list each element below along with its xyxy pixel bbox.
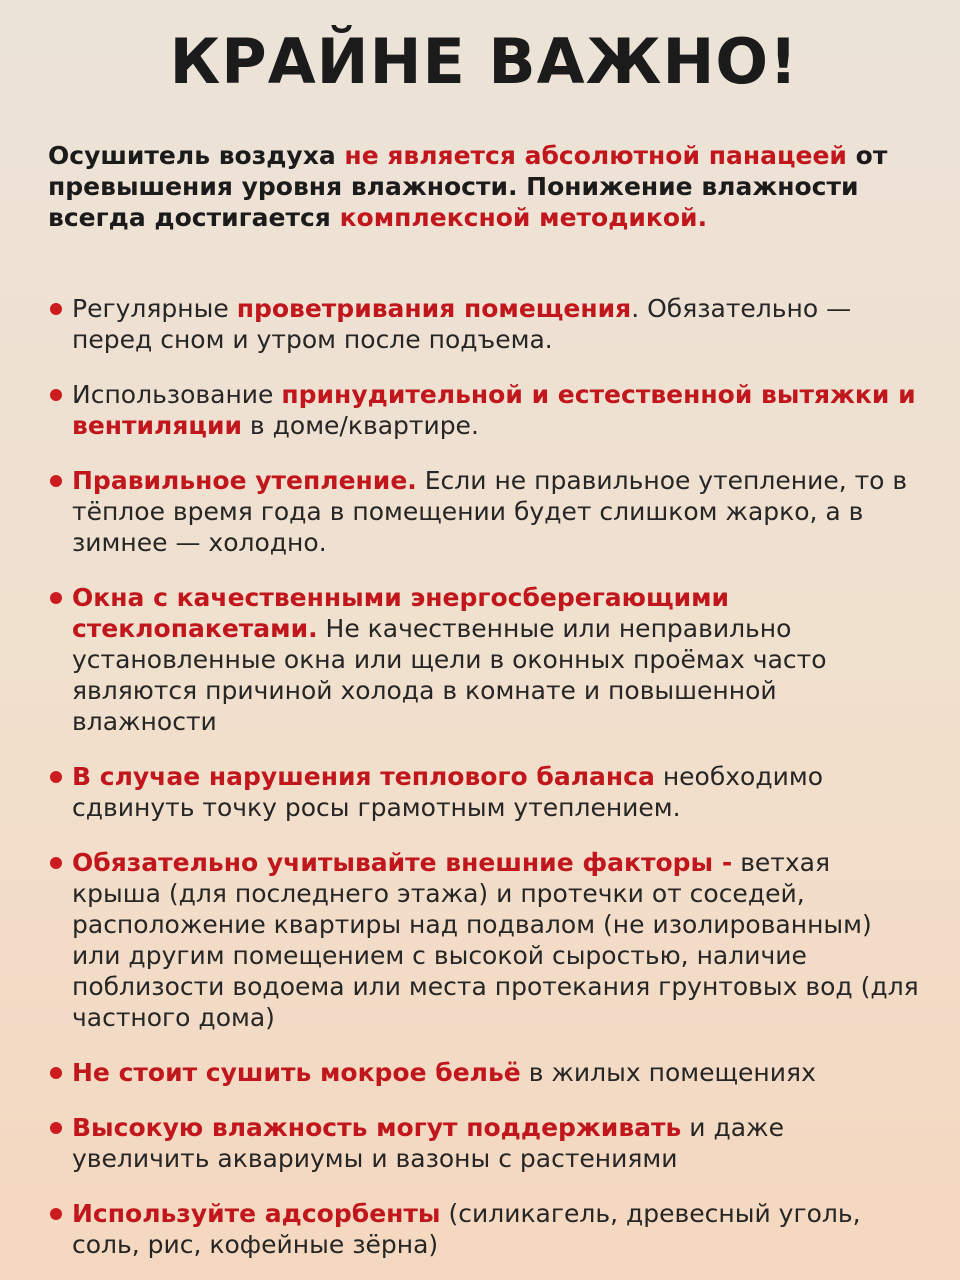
item-text: ветхая крыша (для последнего этажа) и протечки от соседей, расположение квартиры над подвалом (не изолированным) или другим помещением с высокой сыростью, наличие поблизости водоема или места протекания грунтовых вод (для частного дома)	[72, 848, 919, 1032]
bullet-dot-icon	[50, 771, 62, 783]
bullet-dot-icon	[50, 303, 62, 315]
intro-highlight: комплексной методикой.	[339, 203, 708, 232]
item-text: . Обязательно — перед сном и утром после подъема.	[72, 294, 852, 354]
item-text: Не качественные или неправильно установленные окна или щели в оконных проёмах часто являются причиной холода в комнате и повышенной влажности	[72, 614, 827, 736]
list-item	[48, 1198, 920, 1260]
bullet-dot-icon	[50, 1122, 62, 1134]
bullet-dot-icon	[50, 1208, 62, 1220]
item-highlight: Не стоит сушить мокрое бельё	[72, 1058, 521, 1087]
item-text: и даже увеличить аквариумы и вазоны с растениями	[72, 1113, 784, 1173]
bullet-dot-icon	[50, 857, 62, 869]
intro-text: Осушитель воздуха	[48, 141, 345, 170]
item-highlight: Используйте адсорбенты	[72, 1199, 441, 1228]
bullet-dot-icon	[50, 389, 62, 401]
item-text: в жилых помещениях	[520, 1058, 816, 1087]
list-item	[48, 293, 920, 355]
item-highlight: Правильное утепление.	[72, 466, 417, 495]
list-item	[48, 465, 920, 558]
bullet-dot-icon	[50, 475, 62, 487]
page-title: КРАЙНЕ ВАЖНО!	[169, 25, 799, 98]
item-text: Если не правильное утепление, то в тёплое время года в помещении будет слишком жарко, а в зимнее — холодно.	[72, 466, 908, 557]
bullet-dot-icon	[50, 1067, 62, 1079]
item-text: Регулярные	[72, 294, 237, 323]
intro-highlight: не является абсолютной панацеей	[344, 141, 847, 170]
bullet-dot-icon	[50, 592, 62, 604]
item-text: (силикагель, древесный уголь, соль, рис, кофейные зёрна)	[72, 1199, 861, 1259]
list-item	[48, 1057, 920, 1088]
item-highlight: Окна с качественными энергосберегающими стеклопакетами.	[72, 583, 730, 643]
intro-paragraph	[48, 140, 920, 233]
list-item	[48, 761, 920, 823]
list-item	[48, 847, 920, 1033]
item-highlight: Высокую влажность могут поддерживать	[72, 1113, 682, 1142]
item-highlight: проветривания помещения	[236, 294, 632, 323]
item-highlight: принудительной и естественной вытяжки и вентиляции	[72, 380, 916, 440]
item-text: в доме/квартире.	[241, 411, 479, 440]
tips-list	[48, 293, 920, 1260]
item-text: Использование	[72, 380, 282, 409]
list-item	[48, 582, 920, 737]
item-text: необходимо сдвинуть точку росы грамотным утеплением.	[72, 762, 824, 822]
intro-text: от превышения уровня влажности. Понижение влажности всегда достигается	[48, 141, 888, 232]
item-highlight: В случае нарушения теплового баланса	[72, 762, 655, 791]
list-item	[48, 379, 920, 441]
list-item	[48, 1112, 920, 1174]
item-highlight: Обязательно учитывайте внешние факторы -	[72, 848, 733, 877]
